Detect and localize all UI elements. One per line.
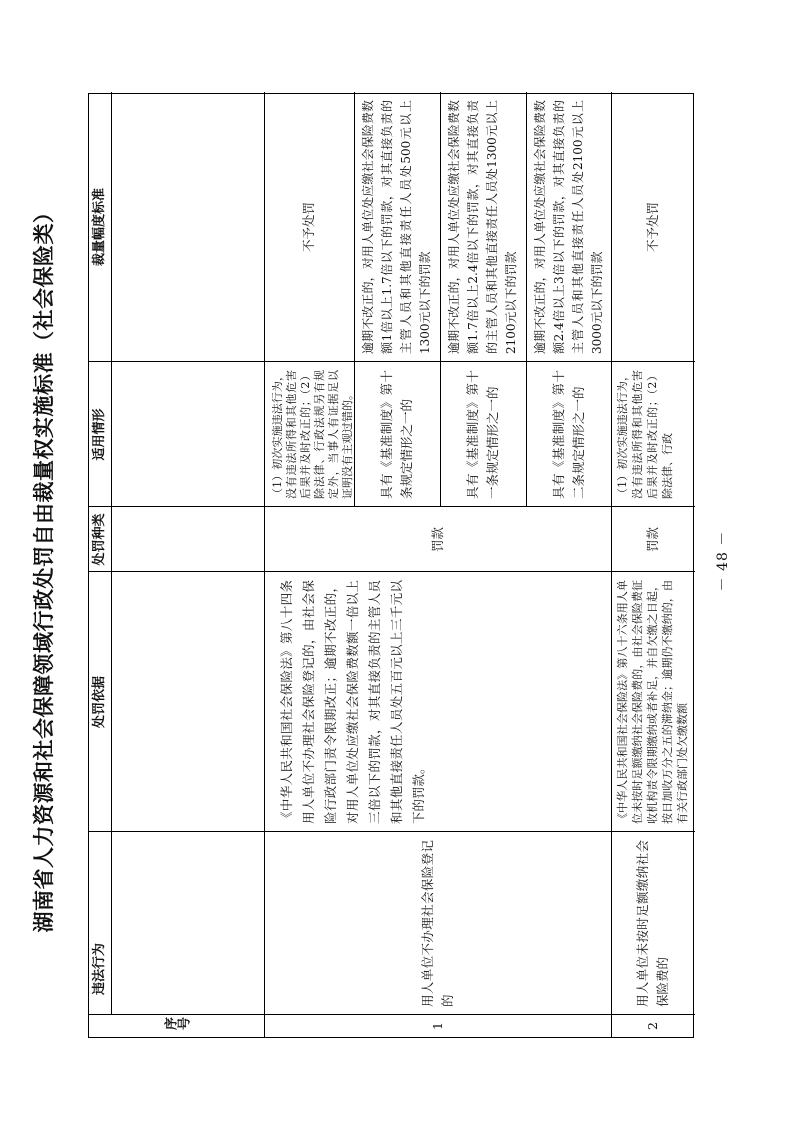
row1-standard-d: 逾期不改正的，对用人单位处应缴社会保险费数额2.4倍以上3倍以下的罚款，对其直接负责的主管人员和其他直接责任人员处2100元以上3000元以下的罚款 [533, 100, 604, 354]
header-no: 序号 [163, 1018, 190, 1033]
row1-standard-b: 逾期不改正的，对用人单位处应缴社会保险费数额1倍以上1.7倍以下的罚款，对其直接负责的主管人员和其他直接责任人员处500元以上1300元以下的罚款 [361, 100, 432, 354]
row1-circumstance-c: 具有《基准制度》第十一条规定情形之一的 [465, 370, 500, 499]
row1-circumstance-a: （1）初次实施违法行为，没有违法所得和其他危害后果并及时改正的；（2）除法律、行政法规另有规定外，当事人有证据足以证明没有主观过错的。 [271, 370, 354, 499]
row2-basis: 《中华人民共和国社会保险法》第八十六条用人单位未按时足额缴纳社会保险费的，由社会保险费征收机构责令限期缴纳或者补足，并自欠缴之日起，按日加收万分之五的滞纳金；逾期仍不缴纳的，由有关行政部门处欠缴数额 [616, 580, 689, 824]
header-basis: 处罚依据 [92, 676, 107, 729]
row2-violation: 用人单位未按时足额缴纳社会保险费的 [635, 840, 670, 1007]
row2-number: 2 [645, 1022, 660, 1030]
row1-basis: 《中华人民共和国社会保险法》第八十四条用人单位不办理社会保险登记的，由社会保险行政部门责令限期改正；逾期不改正的，对用人单位处应缴社会保险费数额一倍以上三倍以下的罚款，对其直接负责的主管人员和其他直接责任人员处五百元以上三千元以下的罚款。 [279, 580, 426, 824]
standards-table [88, 93, 694, 1038]
row2-type: 罚款 [645, 527, 660, 553]
header-standard: 裁量幅度标准 [92, 188, 107, 267]
row1-circumstance-b: 具有《基准制度》第十条规定情形之一的 [379, 370, 414, 499]
row1-standard-c: 逾期不改正的，对用人单位处应缴社会保险费数额1.7倍以上2.4倍以下的罚款，对其直接负责的主管人员和其他直接责任人员处1300元以上2100元以下的罚款 [447, 100, 518, 354]
row1-number: 1 [429, 1022, 445, 1030]
row1-standard-a: 不予处罚 [301, 202, 316, 253]
page-number: － 48 － [715, 530, 731, 592]
header-violation: 违法行为 [92, 942, 107, 995]
header-circumstance: 适用情形 [92, 408, 107, 461]
row1-type: 罚款 [429, 527, 445, 553]
header-type: 处罚种类 [92, 513, 107, 566]
page-title: 湖南省人力资源和社会保障领域行政处罚自由裁量权实施标准（社会保险类） [32, 201, 56, 933]
row2-standard-a: 不予处罚 [645, 202, 660, 253]
row2-circumstance-a: （1）初次实施违法行为，没有违法所得和其他危害后果并及时改正的；（2）除法律、行政 [616, 370, 674, 499]
row1-violation: 用人单位不办理社会保险登记的 [419, 840, 455, 1007]
row1-circumstance-d: 具有《基准制度》第十二条规定情形之一的 [550, 370, 586, 499]
